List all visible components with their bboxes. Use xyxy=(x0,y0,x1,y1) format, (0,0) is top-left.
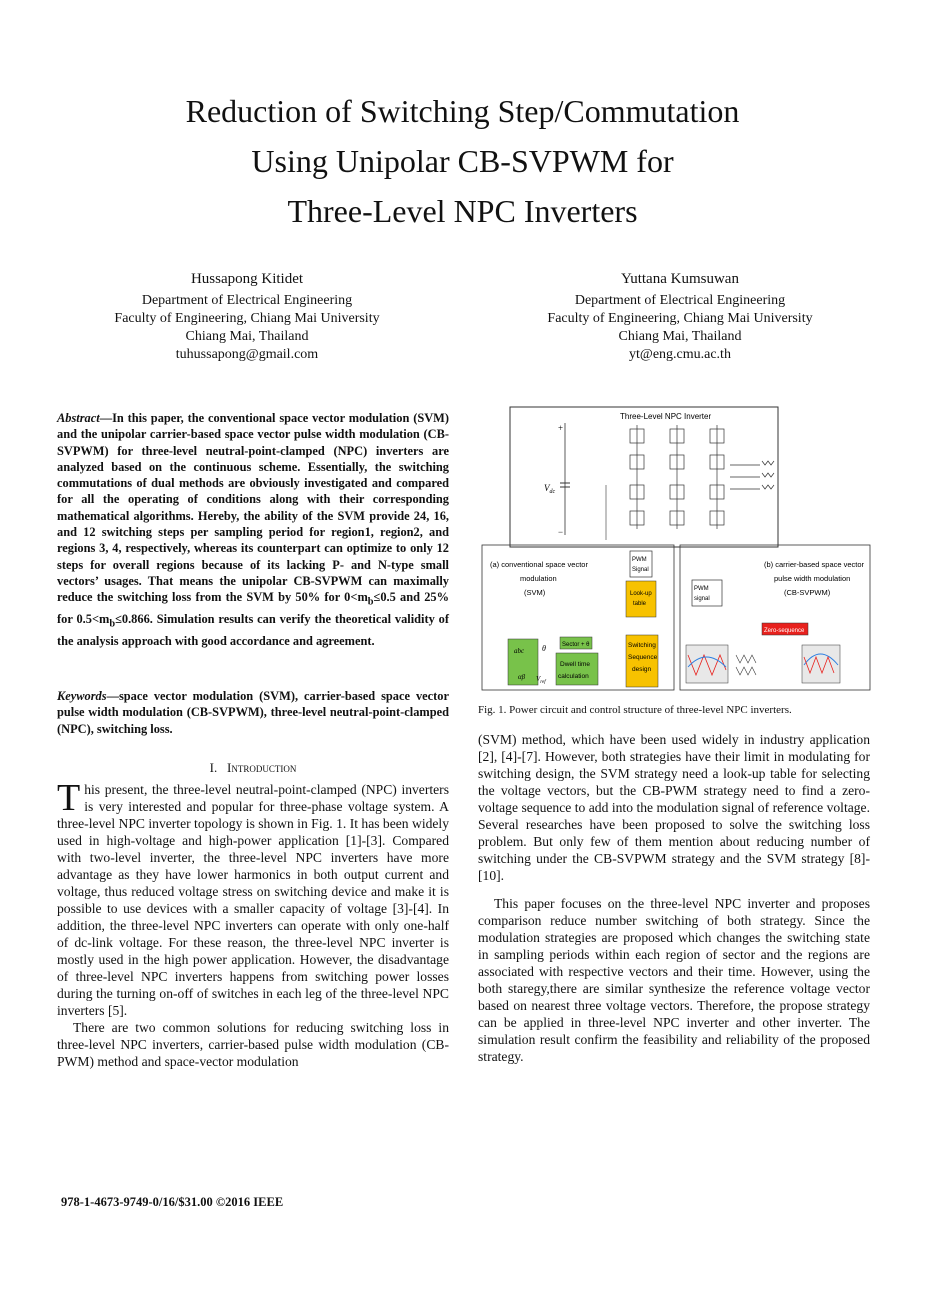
right-paragraph-2: This paper focuses on the three-level NPC inverter and proposes comparison reduce number switching of both strategy. Since the modulation strategies are proposed which changes the switching state in sampling periods within each region of sector and the regions are associated with respective vectors and their time. However, using the both staregy,there are similar synthesize the reference voltage vector based on nearest three voltage vectors. Therefore, the propose strategy can be applied in three-level NPC inverter and other inverter. The simulation result confirm the feasibility and reliability of the proposed strategy. xyxy=(478,896,870,1064)
pwm-signal-b-1: PWM xyxy=(694,586,709,592)
load-inductor-a xyxy=(762,461,774,465)
section-title: Introduction xyxy=(227,760,297,775)
author-block-1 xyxy=(57,270,437,364)
switch-legs xyxy=(630,425,774,529)
plus-sign: + xyxy=(558,423,564,433)
intro-paragraph-1 xyxy=(57,777,449,1019)
dwell-time-box xyxy=(556,653,598,685)
load-inductor-c xyxy=(762,485,774,489)
author-dept: Department of Electrical Engineering xyxy=(141,293,353,308)
title-line-2: Using Unipolar CB-SVPWM for xyxy=(251,143,674,179)
cb-title-1: (b) carrier-based space vector xyxy=(764,560,865,569)
comparator-block xyxy=(736,655,756,675)
svm-title-1: (a) conventional space vector xyxy=(490,560,588,569)
abstract-text-2: ≤0.5 and 25% for 0.5<m xyxy=(57,590,449,627)
cb-title-3: (CB-SVPWM) xyxy=(784,588,831,597)
switching-3: design xyxy=(632,666,652,673)
author-name: Yuttana Kumsuwan xyxy=(621,271,739,287)
author-email: tuhussapong@gmail.com xyxy=(175,347,319,362)
keywords-lead: Keywords xyxy=(57,689,107,703)
svm-title-2: modulation xyxy=(520,574,557,583)
minus-sign: − xyxy=(558,527,564,537)
load-inductor-b xyxy=(762,473,774,477)
drop-cap: T xyxy=(57,777,81,819)
figure-1-diagram xyxy=(480,405,872,695)
svm-title-3: (SVM) xyxy=(524,588,546,597)
copyright-footer: 978-1-4673-9749-0/16/$31.00 ©2016 IEEE xyxy=(61,1195,284,1209)
dwell-1: Dwell time xyxy=(560,661,590,668)
author-faculty: Faculty of Engineering, Chiang Mai University xyxy=(547,311,813,326)
pwm-signal-1: PWM xyxy=(632,557,647,563)
abstract-sub-1: b xyxy=(367,596,374,608)
author-dept: Department of Electrical Engineering xyxy=(574,293,786,308)
theta-label: θ xyxy=(542,644,546,653)
zero-sequence-label: Zero-sequence xyxy=(764,628,805,634)
abstract-text-3: ≤0.866. Simulation results can verify the theoretical validity of the analysis approach with good accordance and agreement. xyxy=(57,612,449,648)
ab-label: αβ xyxy=(518,673,526,681)
intro-paragraph-2: There are two common solutions for reducing switching loss in three-level NPC inverters, carrier-based pulse width modulation (CB-PWM) method and space-vector modulation xyxy=(57,1020,449,1069)
keywords xyxy=(57,688,449,737)
section-number: I. xyxy=(209,760,218,775)
carrier-plot-left xyxy=(686,645,728,683)
intro-p1-text: his present, the three-level neutral-point-clamped (NPC) inverters is very interested and popular for three-phase voltage system. A three-level NPC inverter topology is shown in Fig. 1. It has been widely used in high-voltage and high-power application [1]-[3]. Compared with two-level inverter, the three-level NPC inverters have more advantage as they have lower harmonics in both output current and voltage, thus reduced voltage stress on switching device and make it is possible to use devices with a smaller capacity of voltage [3]-[4]. In addition, the three-level NPC inverters can operate with only one-half of dc-link voltage. For these reason, the three-level NPC inverter is mostly used in the high power application. However, the disadvantage of three-level NPC inverters happens from switching power losses during the turning on-off of switches in each leg of the three-level NPC inverters [5]. xyxy=(57,782,449,1018)
vdc-label: $V_{dc}$ xyxy=(544,483,556,495)
pwm-signal-box xyxy=(630,551,652,577)
author-city: Chiang Mai, Thailand xyxy=(185,329,309,344)
inverter-title: Three-Level NPC Inverter xyxy=(620,412,712,421)
abstract-lead: Abstract xyxy=(57,411,100,425)
intro-text xyxy=(57,777,449,1070)
pwm-signal-b-2: signal xyxy=(694,596,710,602)
abstract xyxy=(57,410,449,649)
load-lines xyxy=(730,465,760,489)
right-column-text xyxy=(478,731,870,1076)
abstract-sub-2: b xyxy=(109,618,116,630)
switching-2: Sequence xyxy=(628,654,658,661)
title-line-1: Reduction of Switching Step/Commutation xyxy=(185,93,740,129)
switching-1: Switching xyxy=(628,642,656,649)
lookup-2: table xyxy=(633,601,647,607)
author-faculty: Faculty of Engineering, Chiang Mai University xyxy=(114,311,380,326)
author-city: Chiang Mai, Thailand xyxy=(618,329,742,344)
lookup-table-box xyxy=(626,581,656,617)
abc-label: abc xyxy=(514,647,525,655)
title-line-3: Three-Level NPC Inverters xyxy=(287,193,638,229)
paper-title xyxy=(0,86,925,236)
lookup-1: Look-up xyxy=(630,591,652,597)
author-block-2 xyxy=(490,270,870,364)
keywords-text: —space vector modulation (SVM), carrier-based space vector pulse width modulation (CB-SVPWM), three-level neutral-point-clamped (NPC), switching loss. xyxy=(57,689,449,736)
section-heading xyxy=(57,760,449,776)
author-name: Hussapong Kitidet xyxy=(190,271,304,287)
author-email: yt@eng.cmu.ac.th xyxy=(629,347,731,362)
figure-caption: Fig. 1. Power circuit and control structure of three-level NPC inverters. xyxy=(478,704,792,716)
carrier-plot-right xyxy=(802,645,840,683)
abstract-text: —In this paper, the conventional space vector modulation (SVM) and the unipolar carrier-based space vector pulse width modulation (CB-SVPWM) for three-level neutral-point-clamped (NPC) inverters are analyzed based on the continuous scheme. Essentially, the switching commutations of dual methods are obviously investigated and compared for all the operating of conditions along with their corresponding mathematical algorithms. Hereby, the ability of the SVM provide 24, 16, and 12 switching steps per sampling period for region1, region2, and regions 3, 4, respectively, whereas its counterpart can optimize to only 12 steps for overall regions because of its lacking P- and N-type small vectors’ usages. That means the unipolar CB-SVPWM can maximally reduce the switching loss from the SVM by 50% for 0<m xyxy=(57,411,449,605)
dwell-2: calculation xyxy=(558,673,589,680)
pwm-signal-2: Signal xyxy=(632,567,649,573)
pwm-signal-b-box xyxy=(692,580,722,606)
cb-title-2: pulse width modulation xyxy=(774,574,851,583)
vref-label: $V_{ref}$ xyxy=(536,675,546,685)
sector-label: Sector + θ xyxy=(562,642,590,648)
right-paragraph-1: (SVM) method, which have been used widely in industry application [2], [4]-[7]. However, both strategies have their limit in modulating for switching design, the SVM strategy need a look-up table for selecting the voltage vectors, but the CB-PWM strategy need to find a zero-voltage sequence to add into the modulation signal of reference voltage. Several researches have been proposed to solve the switching loss problem. But only few of them mention about reducing number of switching under the CB-SVPWM strategy and the SVM strategy [8]-[10]. xyxy=(478,732,870,883)
